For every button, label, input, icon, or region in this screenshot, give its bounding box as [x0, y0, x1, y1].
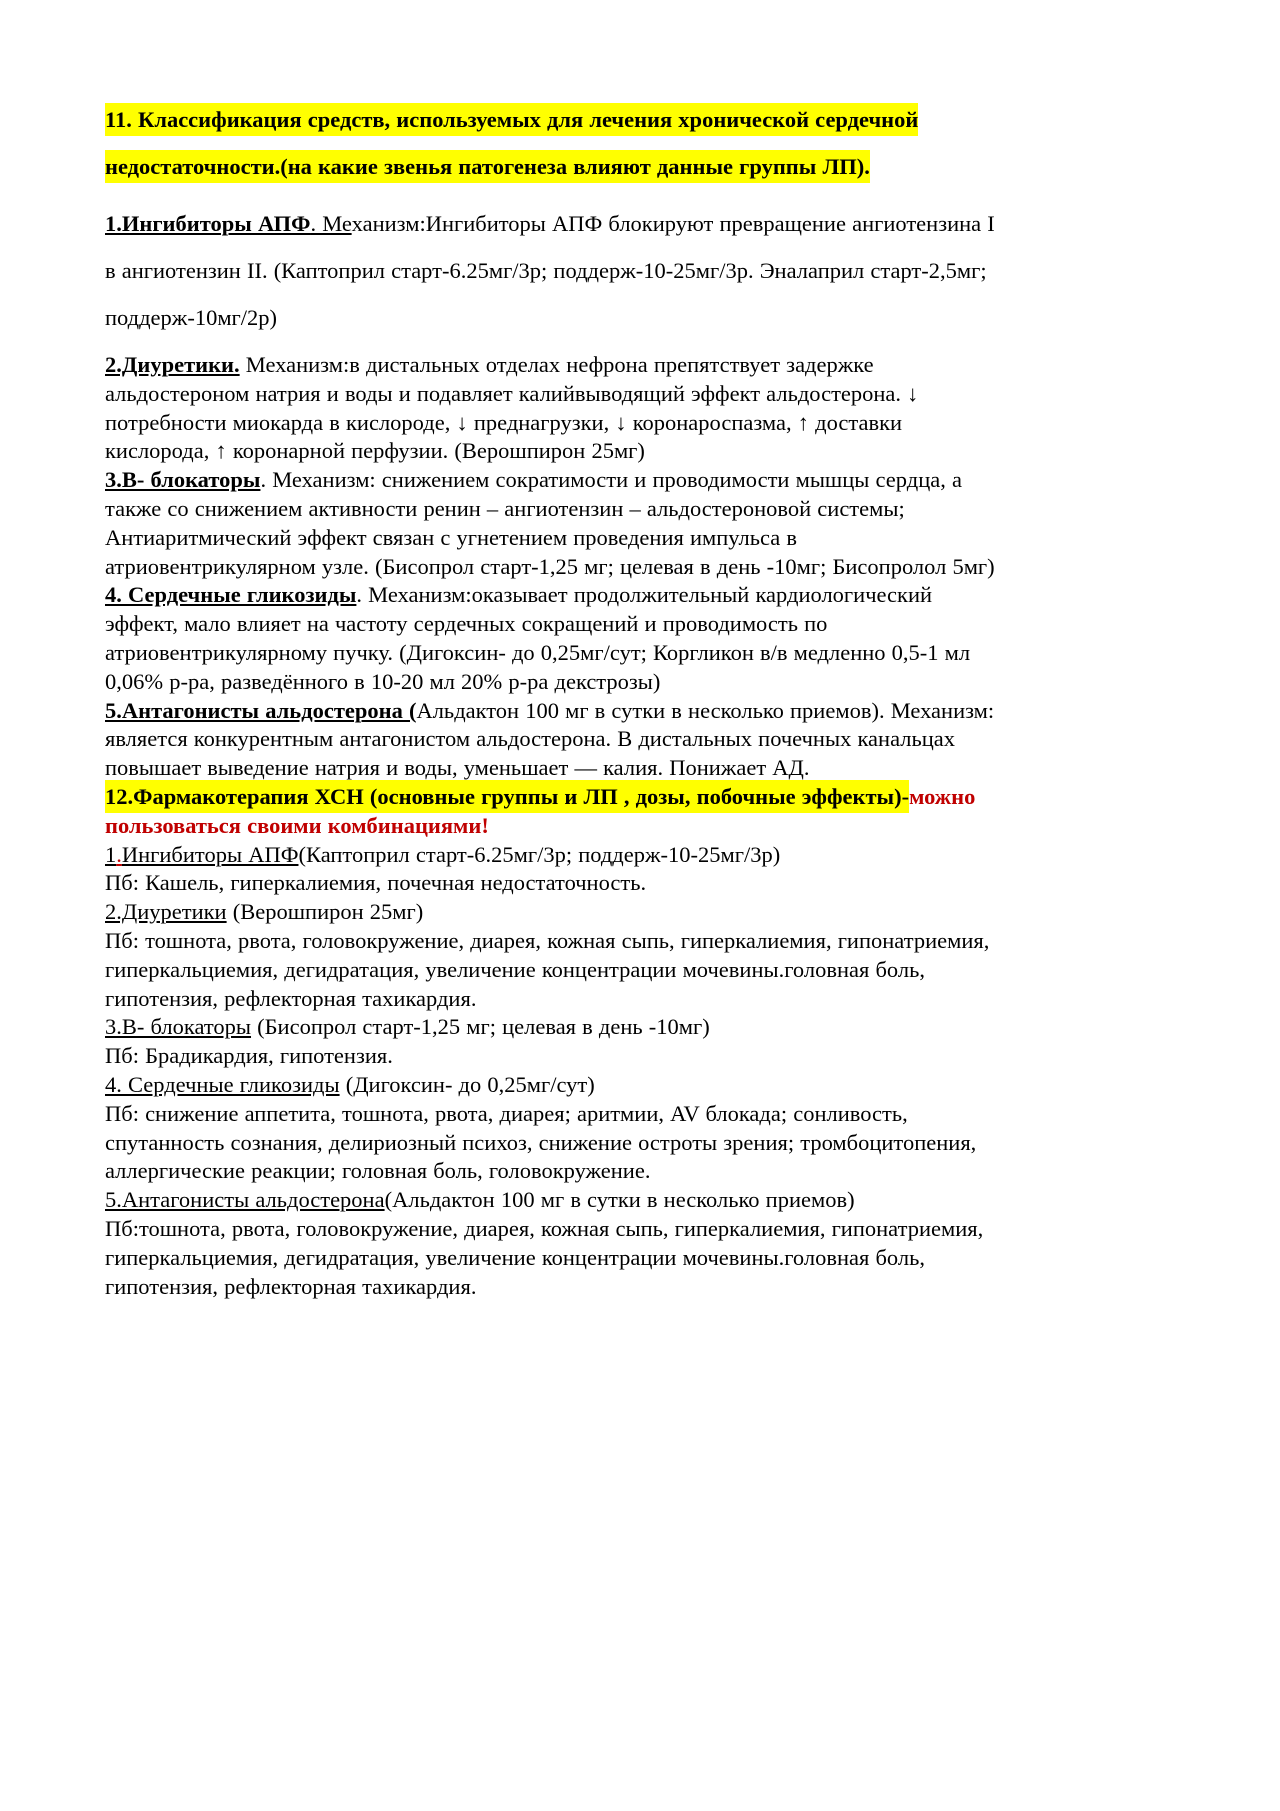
text-run: 4. Сердечные гликозиды	[105, 1071, 340, 1097]
text-run: 1.Ингибиторы АПФ	[105, 211, 311, 236]
text-run: ханизм:Ингибиторы АПФ блокируют превращение ангиотензина I в ангиотензин II. (Каптоприл старт-6.25мг/3р; поддерж-10-25мг/3р. Эналаприл старт-2,5мг; поддерж-10мг/2р)	[105, 211, 995, 330]
text-run: (Верошпирон 25мг)	[226, 899, 424, 925]
text-run: 2.Диуретики.	[105, 352, 240, 377]
text-run: . Ме	[310, 211, 352, 236]
aldosterone-antagonists-paragraph	[105, 697, 1010, 783]
list-beta-blockers	[105, 1013, 1010, 1042]
text-run: Пб: снижение аппетита, тошнота, рвота, диарея; аритмии, AV блокада; сонливость, спутанность сознания, делириозный психоз, снижение остроты зрения; тромбоцитопения, аллергические реакции; головная боль, головокружение.	[105, 1100, 977, 1184]
list-aldosterone-antagonists-side-effects	[105, 1215, 1010, 1301]
text-run: Пб: тошнота, рвота, головокружение, диарея, кожная сыпь, гиперкалиемия, гипонатриемия, гиперкальциемия, дегидратация, увеличение концентрации мочевины.головная боль, гипотензия, рефлекторная тахикардия.	[105, 927, 990, 1011]
text-run: 11. Классификация средств, используемых для лечения хронической сердечной недостаточности.(на какие звенья патогенеза влияют данные группы ЛП).	[105, 103, 918, 183]
beta-blockers-paragraph	[105, 466, 1010, 581]
list-ace-inhibitors-side-effects	[105, 869, 1010, 898]
list-cardiac-glycosides-side-effects	[105, 1100, 1010, 1186]
list-cardiac-glycosides	[105, 1071, 1010, 1100]
text-run: Пб:тошнота, рвота, головокружение, диарея, кожная сыпь, гиперкалиемия, гипонатриемия, гиперкальциемия, дегидратация, увеличение концентрации мочевины.головная боль, гипотензия, рефлекторная тахикардия.	[105, 1215, 984, 1299]
text-run: Альдактон 100 мг в сутки в несколько приемов). Механизм: является конкурентным антагонистом альдостерона. В дистальных почечных канальцах повышает выведение натрия и воды, уменьшает — калия. Понижает АД.	[105, 697, 995, 781]
question-12-heading	[105, 783, 1010, 841]
text-run: можно пользоваться своими комбинациями!	[105, 783, 976, 838]
text-run: (Каптоприл старт-6.25мг/3р; поддерж-10-25мг/3р)	[298, 841, 781, 867]
text-run: Пб: Кашель, гиперкалиемия, почечная недостаточность.	[105, 870, 647, 896]
text-run: 1	[105, 841, 117, 867]
cardiac-glycosides-paragraph	[105, 581, 1010, 696]
list-diuretics	[105, 898, 1010, 927]
text-run: 5.Антагонисты альдостерона	[105, 1187, 385, 1213]
diuretics-paragraph	[105, 351, 1010, 466]
text-run: (Дигоксин- до 0,25мг/сут)	[339, 1071, 595, 1097]
text-run: 3.В- блокаторы	[105, 1014, 252, 1040]
text-run: 12.Фармакотерапия ХСН (основные группы и ЛП , дозы, побочные эффекты)-	[105, 780, 909, 813]
text-run: .	[116, 841, 122, 867]
text-run: (Альдактон 100 мг в сутки в несколько приемов)	[384, 1187, 855, 1213]
list-diuretics-side-effects	[105, 927, 1010, 1013]
question-11-heading	[105, 96, 1010, 190]
ace-inhibitors-paragraph	[105, 200, 1010, 341]
text-run: . Механизм: снижением сократимости и проводимости мышцы сердца, а также со снижением активности ренин – ангиотензин – альдостероновой системы; Антиаритмический эффект связан с угнетением проведения импульса в атриовентрикулярном узле. (Бисопрол старт-1,25 мг; целевая в день -10мг; Бисопролол 5мг)	[105, 467, 995, 579]
text-run: . Механизм:оказывает продолжительный кардиологический эффект, мало влияет на частоту сердечных сокращений и проводимость по атриовентрикулярному пучку. (Дигоксин- до 0,25мг/сут; Коргликон в/в медленно 0,5-1 мл 0,06% р-ра, разведённого в 10-20 мл 20% р-ра декстрозы)	[105, 582, 971, 694]
text-run: 2.Диуретики	[105, 899, 227, 925]
text-run: 5.Антагонисты альдостерона (	[105, 697, 417, 723]
list-ace-inhibitors	[105, 841, 1010, 870]
text-run: 3.В- блокаторы	[105, 467, 261, 493]
document-body	[105, 96, 1010, 1301]
text-run: (Бисопрол старт-1,25 мг; целевая в день -10мг)	[251, 1014, 710, 1040]
list-beta-blockers-side-effects	[105, 1042, 1010, 1071]
text-run: Механизм:в дистальных отделах нефрона препятствует задержке альдостероном натрия и воды и подавляет калийвыводящий эффект альдостерона. ↓ потребности миокарда в кислороде, ↓ преднагрузки, ↓ коронароспазма, ↑ доставки кислорода, ↑ коронарной перфузии. (Верошпирон 25мг)	[105, 352, 919, 464]
text-run: Ингибиторы АПФ	[121, 841, 299, 867]
text-run: 4. Сердечные гликозиды	[105, 582, 357, 608]
text-run: Пб: Брадикардия, гипотензия.	[105, 1043, 393, 1069]
list-aldosterone-antagonists	[105, 1186, 1010, 1215]
